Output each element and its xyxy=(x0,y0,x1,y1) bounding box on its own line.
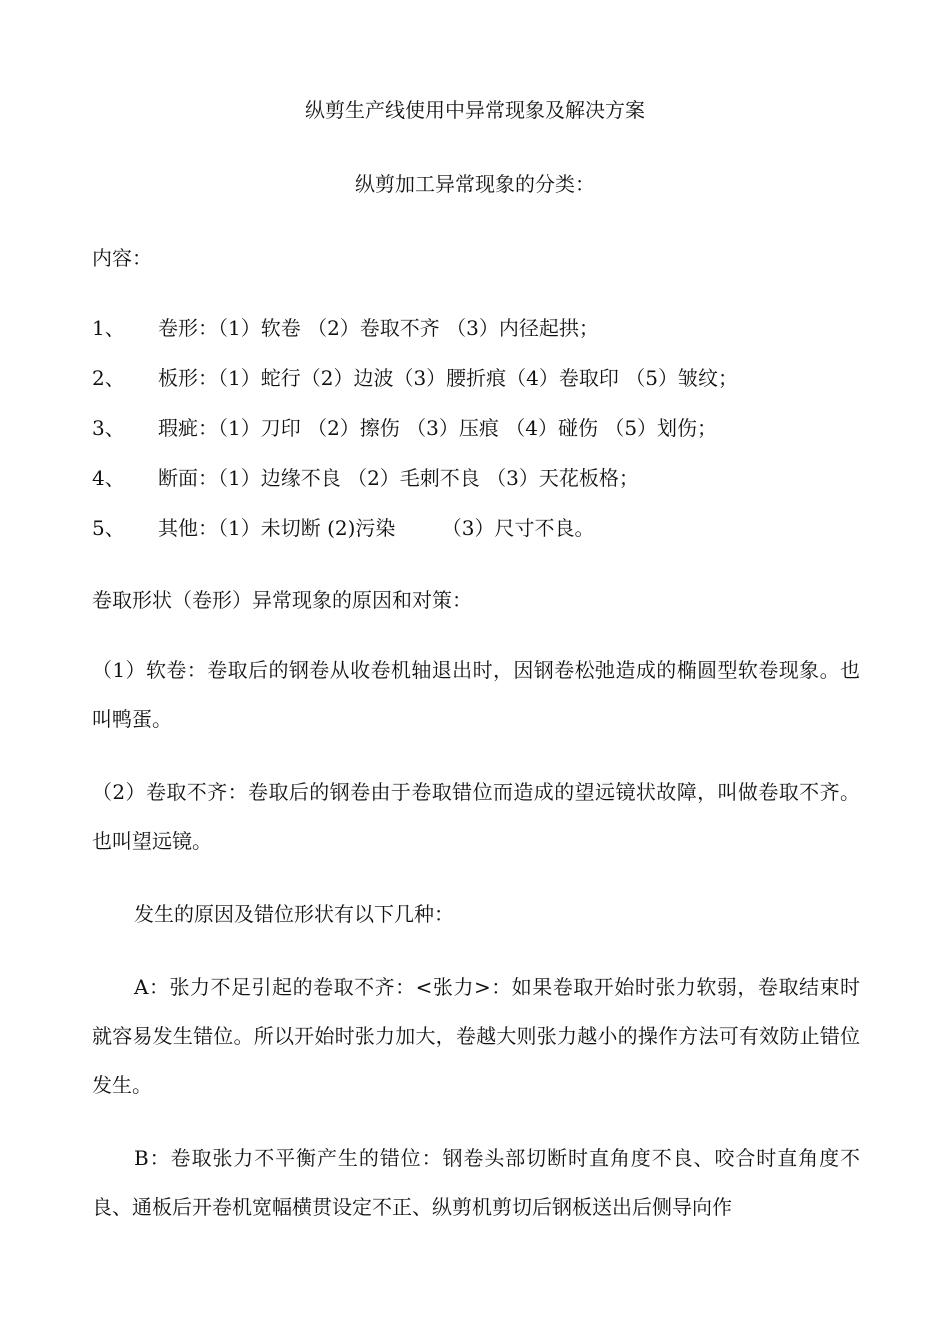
category-number: 1、 xyxy=(92,316,125,340)
category-text: 板形：（1）蛇行（2）边波（3）腰折痕（4）卷取印 （5）皱纹； xyxy=(158,366,738,390)
category-number: 4、 xyxy=(92,466,125,490)
paragraph-uneven-coil: （2）卷取不齐：卷取后的钢卷由于卷取错位而造成的望远镜状故障，叫做卷取不齐。也叫望远镜。 xyxy=(92,780,860,853)
category-number: 2、 xyxy=(92,366,125,390)
category-text: 其他：（1）未切断 (2)污染 （3）尺寸不良。 xyxy=(158,516,595,540)
paragraph-soft-coil: （1）软卷：卷取后的钢卷从收卷机轴退出时，因钢卷松弛造成的椭圆型软卷现象。也叫鸭蛋。 xyxy=(92,658,860,731)
section-heading: 卷取形状（卷形）异常现象的原因和对策： xyxy=(92,588,472,612)
paragraph-cause-a: A：张力不足引起的卷取不齐：<张力>：如果卷取开始时张力软弱，卷取结束时就容易发生错位。所以开始时张力加大，卷越大则张力越小的操作方法可有效防止错位发生。 xyxy=(92,975,860,1097)
category-text: 断面：（1）边缘不良 （2）毛刺不良 （3）天花板格； xyxy=(158,466,639,490)
paragraph-causes-intro: 发生的原因及错位形状有以下几种： xyxy=(134,902,454,926)
contents-label: 内容： xyxy=(92,246,152,270)
category-text: 瑕疵：（1）刀印 （2）擦伤 （3）压痕 （4）碰伤 （5）划伤； xyxy=(158,416,718,440)
category-text: 卷形：（1）软卷 （2）卷取不齐 （3）内径起拱； xyxy=(158,316,599,340)
document-title: 纵剪生产线使用中异常现象及解决方案 xyxy=(305,98,645,122)
category-number: 3、 xyxy=(92,416,125,440)
category-number: 5、 xyxy=(92,516,125,540)
document-subtitle: 纵剪加工异常现象的分类： xyxy=(355,172,595,196)
paragraph-cause-b: B：卷取张力不平衡产生的错位：钢卷头部切断时直角度不良、咬合时直角度不良、通板后开卷机宽幅横贯设定不正、纵剪机剪切后钢板送出后侧导向作 xyxy=(92,1146,860,1219)
